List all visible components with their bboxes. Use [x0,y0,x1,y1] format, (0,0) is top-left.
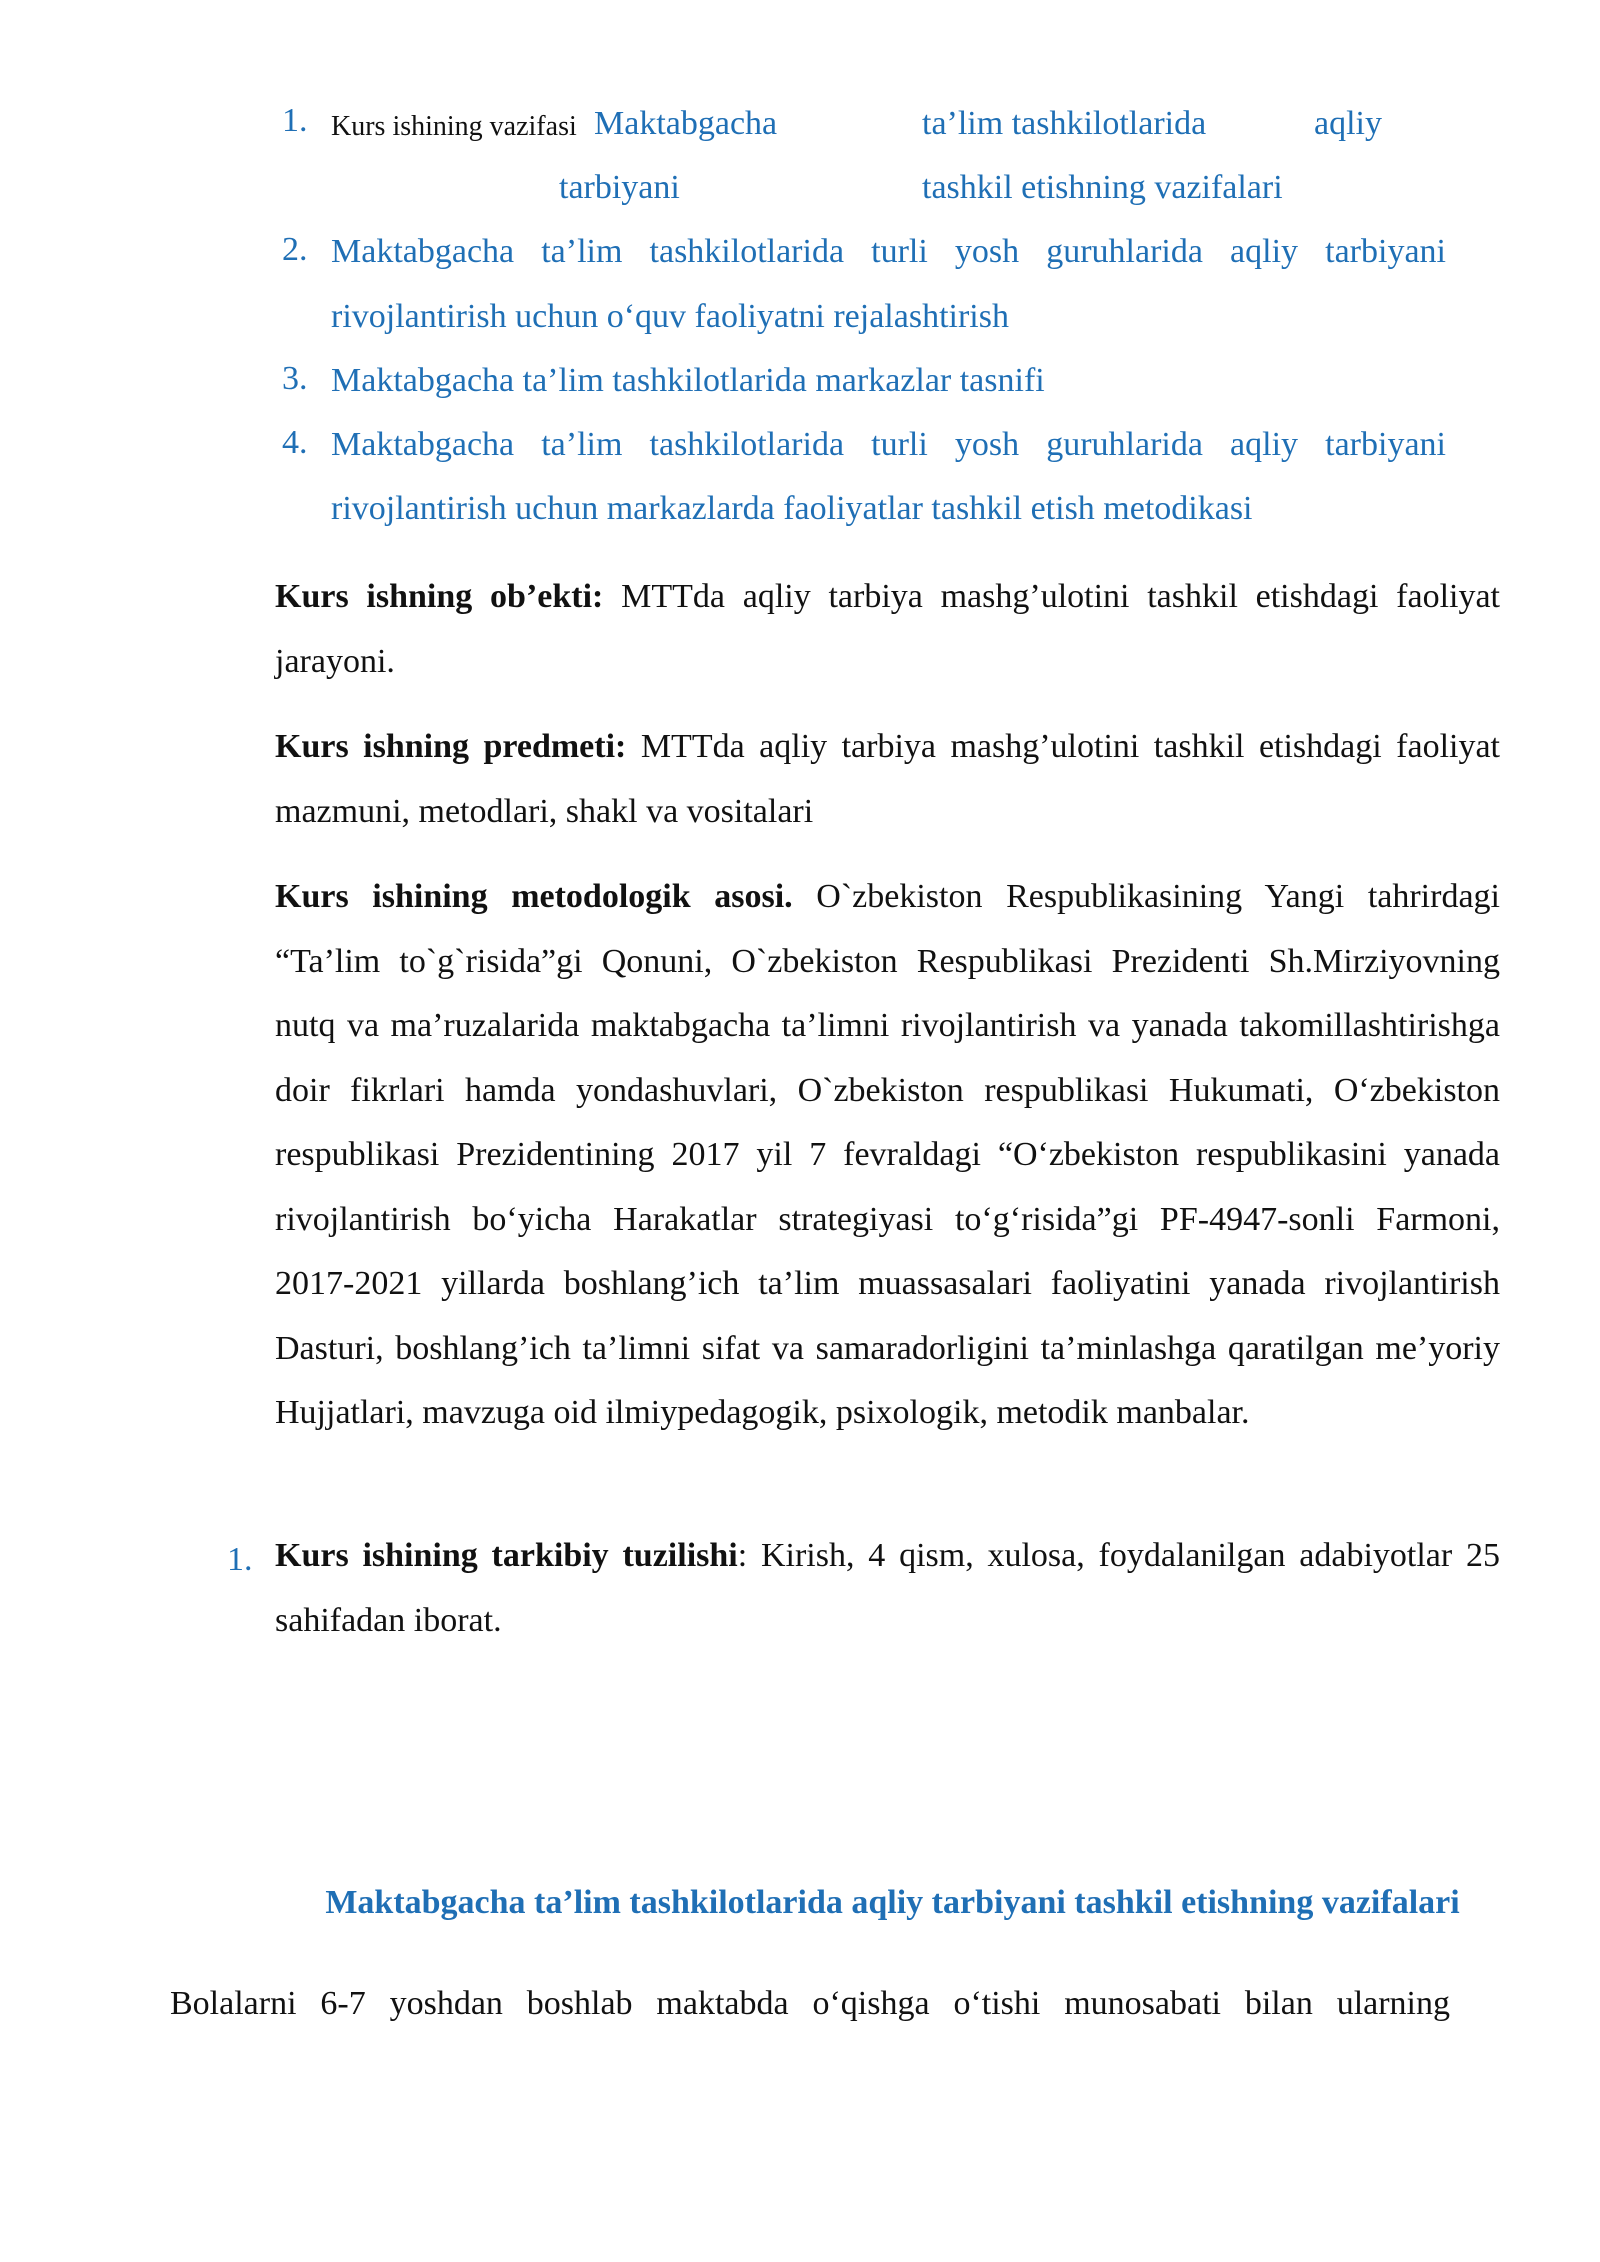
list-number: 1. [282,102,308,139]
list-item-text: Maktabgacha ta’lim tashkilotlarida turli yosh guruhlarida aqliy tarbiyani [331,426,1446,463]
structure-colon: : [737,1537,748,1574]
methodology-label: Kurs ishining metodologik asosi. [275,878,793,915]
structure-text: Kirish, 4 qism, xulosa, foydalanilgan adabiyotlar 25 sahifadan iborat. [275,1537,1500,1639]
list-number: 4. [282,424,308,461]
list-item-text: rivojlantirish uchun o‘quv faoliyatni rejalashtirish [331,298,1009,335]
list-item-text: tashkil etishning vazifalari [922,169,1283,206]
list-item-text: Maktabgacha [594,105,778,142]
subject-label: Kurs ishning predmeti: [275,728,627,765]
object-label: Kurs ishning ob’ekti: [275,578,604,615]
list-number: 2. [282,231,308,268]
list-item-text: ta’lim tashkilotlarida [922,105,1207,142]
list-item-text: tarbiyani [559,169,680,206]
subject-text: MTTda aqliy tarbiya mashg’ulotini tashkil etishdagi faoliyat mazmuni, metodlari, shakl va vositalari [275,728,1500,830]
list-number: 1. [227,1541,253,1578]
structure-paragraph [275,1524,1500,1653]
subject-paragraph [275,715,1500,844]
list-item-prefix: Kurs ishining vazifasi [331,111,577,142]
section-heading: Maktabgacha ta’lim tashkilotlarida aqliy tarbiyani tashkil etishning vazifalari [325,1884,1460,1921]
list-number: 3. [282,360,308,397]
list-item-text: Maktabgacha ta’lim tashkilotlarida markazlar tasnifi [331,362,1045,399]
methodology-text: O`zbekiston Respublikasining Yangi tahrirdagi “Ta’lim to`g`risida”gi Qonuni, O`zbekiston Respublikasi Prezidenti Sh.Mirziyovning nutq va ma’ruzalarida maktabgacha ta’limni rivojlantirish va yanada takomillashtirishga doir fikrlari hamda yondashuvlari, O`zbekiston respublikasi Hukumati, O‘zbekiston respublikasi Prezidentining 2017 yil 7 fevraldagi “O‘zbekiston respublikasini yanada rivojlantirish bo‘yicha Harakatlar strategiyasi to‘g‘risida”gi PF-4947-sonli Farmoni, 2017-2021 yillarda boshlang’ich ta’lim muassasalari faoliyatini yanada rivojlantirish Dasturi, boshlang’ich ta’limni sifat va samaradorligini ta’minlashga qaratilgan me’yoriy Hujjatlari, mavzuga oid ilmiypedagogik, psixologik, metodik manbalar. [275,878,1500,1431]
object-text: MTTda aqliy tarbiya mashg’ulotini tashkil etishdagi faoliyat jarayoni. [275,578,1500,680]
body-text-line: Bolalarni 6-7 yoshdan boshlab maktabda o‘qishga o‘tishi munosabati bilan ularning [170,1985,1450,2022]
methodology-paragraph [275,865,1500,1446]
list-item-text: aqliy [1314,105,1382,142]
structure-label: Kurs ishining tarkibiy tuzilishi [275,1537,738,1574]
list-item-text: Maktabgacha ta’lim tashkilotlarida turli yosh guruhlarida aqliy tarbiyani [331,233,1446,270]
object-paragraph [275,565,1500,694]
list-item-text: rivojlantirish uchun markazlarda faoliyatlar tashkil etish metodikasi [331,490,1253,527]
